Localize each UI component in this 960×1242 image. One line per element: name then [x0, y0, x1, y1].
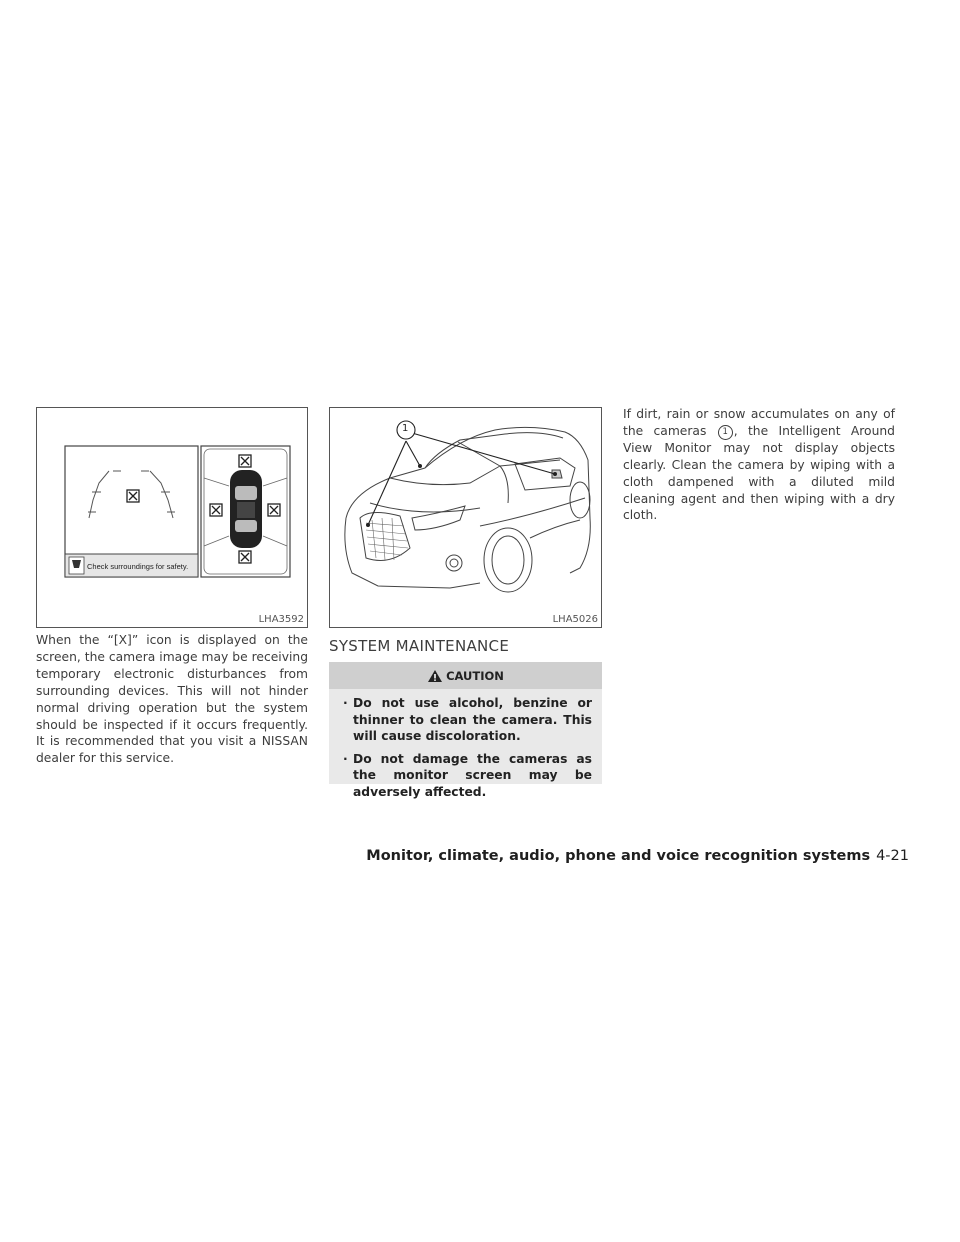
- caution-header: [329, 662, 602, 689]
- left-paragraph: When the “[X]” icon is displayed on the screen, the camera image may be receiving temporary electronic disturbances from surrounding devices. This will not hinder normal driving operation but the system should be inspected if it occurs frequently. It is recommended that you visit a NISSAN dealer for this service.: [36, 633, 308, 766]
- car-illustration: [330, 408, 601, 627]
- camera-error-x-icon: [127, 490, 139, 502]
- chapter-title: Monitor, climate, audio, phone and voice recognition systems: [366, 848, 871, 864]
- figure-monitor-display: [36, 407, 308, 628]
- figure-car-cameras: [329, 407, 602, 628]
- page-number: 4-21: [876, 848, 909, 864]
- caution-item: · Do not damage the cameras as the monitor screen may be adversely affected.: [343, 751, 592, 799]
- caution-box: [329, 662, 602, 799]
- page-footer: [366, 848, 909, 864]
- section-heading: SYSTEM MAINTENANCE: [329, 637, 510, 655]
- monitor-display-illustration: [37, 408, 307, 613]
- figure-callout-label: 1: [402, 423, 409, 434]
- warning-triangle-icon: [427, 669, 443, 683]
- figure-code: LHA3592: [258, 614, 304, 625]
- monitor-banner-text: Check surroundings for safety.: [87, 562, 189, 571]
- caution-label: CAUTION: [446, 668, 504, 683]
- figure-code: LHA5026: [552, 614, 598, 625]
- callout-number-icon: 1: [718, 425, 733, 440]
- bullet-icon: ·: [343, 751, 348, 766]
- right-paragraph: If dirt, rain or snow accumulates on any of the cameras 1 , the Intelligent Around View Monitor may not display objects clearly. Clean the camera by wiping with a cloth dampened with a diluted mild cleaning agent and then wiping with a dry cloth.: [623, 407, 895, 523]
- caution-item: · Do not use alcohol, benzine or thinner to clean the camera. This will cause discoloration.: [343, 696, 592, 743]
- bullet-icon: ·: [343, 696, 348, 710]
- caution-list: [329, 689, 602, 814]
